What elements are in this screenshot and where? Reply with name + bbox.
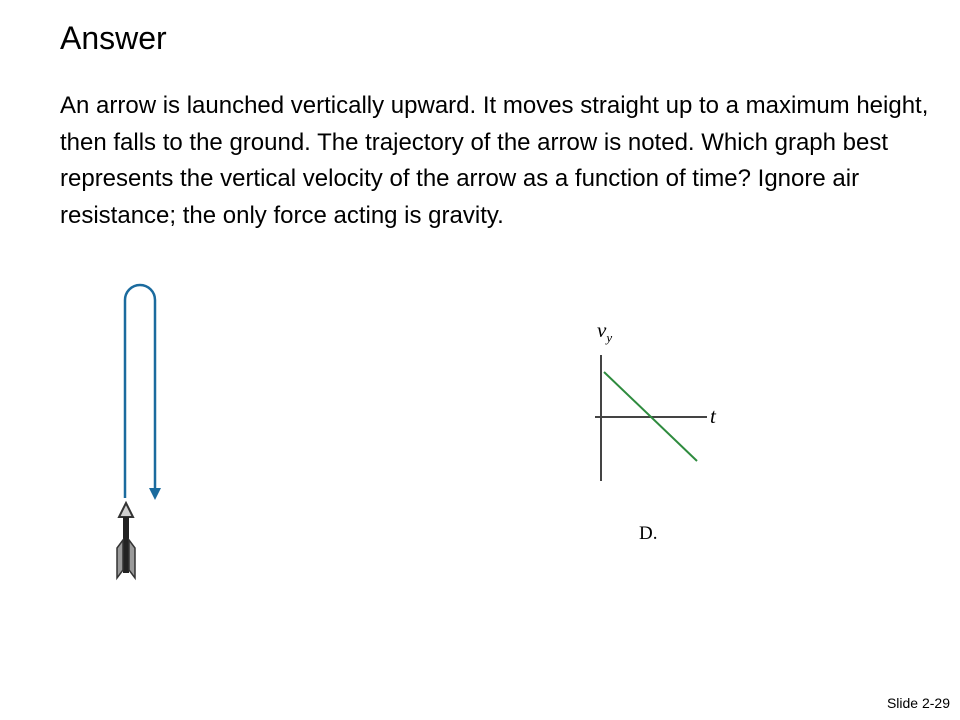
arrow-fletching-right xyxy=(129,540,135,578)
slide-title: Answer xyxy=(60,20,167,56)
x-axis-label: t xyxy=(710,404,716,428)
arrow-fletching-left xyxy=(117,540,123,578)
y-axis-label xyxy=(597,318,612,350)
velocity-time-graph xyxy=(590,355,720,490)
trajectory-path xyxy=(125,285,155,498)
arrow-tip xyxy=(119,503,133,517)
question-text: An arrow is launched vertically upward. It moves straight up to a maximum height, then falls to the ground. The trajectory of the arrow is noted. Which graph best represents the vertical velocity of the arrow as a function of time? Ignore air resistance; the only force acting is gravity. xyxy=(60,92,929,229)
arrow-icon xyxy=(108,500,148,584)
trajectory-arrowhead xyxy=(149,488,161,500)
option-label: D. xyxy=(639,523,658,544)
y-axis-label-main: v xyxy=(597,318,607,342)
slide-number: Slide 2-29 xyxy=(886,695,950,711)
arrow-shaft xyxy=(123,517,129,573)
y-axis-label-subscript: y xyxy=(606,330,613,345)
